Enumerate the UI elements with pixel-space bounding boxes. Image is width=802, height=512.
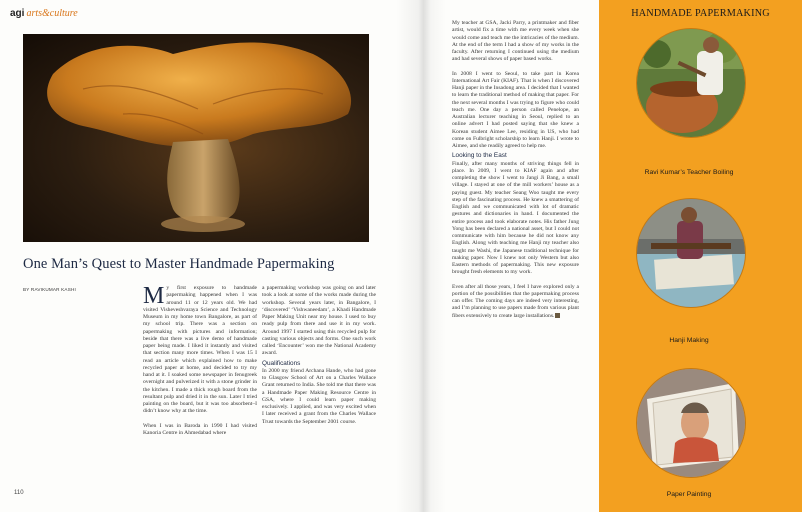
photo-teacher-boiling [636, 28, 746, 138]
sidebar-handmade-papermaking [599, 0, 802, 512]
paragraph: In 2000 my friend Archana Hande, who had gone to Glasgow School of Art on a Charles Wallace Grant returned to India. She told me that there was a Handmade Paper Making Resource Centre in GSA, where I could learn paper making exclusively. I applied, and was very excited when I later received a grant from the Charles Wallace Trust towards the September 2001 course. [262, 367, 376, 425]
paragraph: In 2008 I went to Seoul, to take part in Korea International Art Fair (KIAF). That is when I discovered Hanji paper in the Insadong area. I decided that I wanted to learn the traditional method of making that paper. For the next several months I was trying to figure who could teach me. One day a person called Penelope, an Australian lecturer teaching in Seoul, replied to an online advert I had posted saying that she knew a Korean student Aimee Lee, residing in US, who had come on Fulbright scholarship to learn Hanji. I wrote to Aimee, and she readily agreed to help me. [452, 70, 579, 149]
paragraph: When I was in Baroda in 1990 I had visited Kanoria Centre in Ahmedabad where [143, 422, 257, 436]
paragraph: y first exposure to handmade papermaking happened when I was around 11 or 12 years old. We had visited Visheveshvaraya Science and Technology Museum in my home town Bangalore, as part of my school trip. There was a section on papermaking with pictures and information; beside that there was a live demo of handmade paper being made. I liked it instantly and visited that section many more times. When I was 15 I read an article which explained how to make recycled paper at home, and decided to try my hand at it. I soaked some newspaper in fenugreek overnight and pulverized it with a stone grinder in the kitchen. I made a thick rough board from the resultant pulp and dried it in the sun. Later I tried painting on the board, but it was too absorbent–I didn’t know why at the time. [143, 285, 257, 415]
article-column-2 [262, 285, 376, 426]
caption-paper-painting: Paper Painting [666, 491, 712, 498]
paragraph-text: Even after all those years, I feel I have explored only a portion of the possibilities that the papermaking process can offer. The coming days are indeed very interesting, and I’m planning to use papers made from various plant fibers extensively to create large installations. [452, 283, 579, 319]
paragraph: a papermaking workshop was going on and later took a look at some of the works made during the workshop. Several years later, in Bangalore, I ‘discovered’ ‘Vishwaneedam’, a Khadi Handmade Paper Making Unit near my house. I used to buy ready pulp from there and use it in my work. Around 1997 I started using this recycled pulp for casting various objects and forms. One such work called ‘Encounter’ won me the National Academy award. [262, 285, 376, 357]
end-mark-icon [555, 313, 560, 318]
hero-photo-paper-sculpture [23, 34, 369, 242]
paragraph: Finally, after many months of striving things fell in place. In 2009, I went to KIAF again and after completing the show I went to Jangi Ji Bang, a small village. I stayed at one of the mill workers’ house as a paying guest. My teacher Seang Woo taught me every step of the fascinating process. He knew a smattering of English and we communicated with lot of dramatic gestures and dictionaries in hand. I documented the entire process and took elaborate notes. His father Jung Yong has been declared a national asset, but I could not communicate with him because he did not know any English. Along with teaching me Hanji my teacher also taught me Washi, the Japanese traditional technique for making paper. Now I knew not only Western but also Eastern methods of papermaking. This new exposure brought fresh elements to my work. [452, 160, 579, 276]
subheading-looking-east: Looking to the East [452, 152, 507, 160]
photo-paper-painting [636, 368, 746, 478]
article-byline: BY RAVIKUMAR KASHI [23, 287, 76, 292]
brand-logo: agi [10, 8, 25, 19]
page-gutter [396, 0, 446, 512]
article-column-3 [452, 20, 579, 320]
paragraph-final [452, 284, 579, 320]
page-number: 110 [14, 490, 24, 496]
article-headline: One Man’s Quest to Master Handmade Papermaking [23, 256, 335, 272]
sidebar-title: HANDMADE PAPERMAKING [631, 8, 770, 19]
article-column-1 [143, 285, 257, 437]
caption-teacher-boiling: Ravi Kumar’s Teacher Boiling [644, 169, 734, 176]
subheading-qualifications: Qualifications [262, 359, 301, 367]
magazine-brand [10, 8, 78, 19]
drop-cap: M [143, 283, 165, 309]
paragraph: My teacher at GSA, Jacki Parry, a printmaker and fiber artist, would fix a time with me every week when she would come and teach me the intricacies of the medium. At the end of the term I had a show of my works in the faculty. After returning I continued using the medium and had several shows of paper based works. [452, 20, 579, 63]
photo-hanji-making [636, 198, 746, 308]
caption-hanji-making: Hanji Making [669, 337, 709, 344]
section-name: arts&culture [26, 8, 78, 19]
